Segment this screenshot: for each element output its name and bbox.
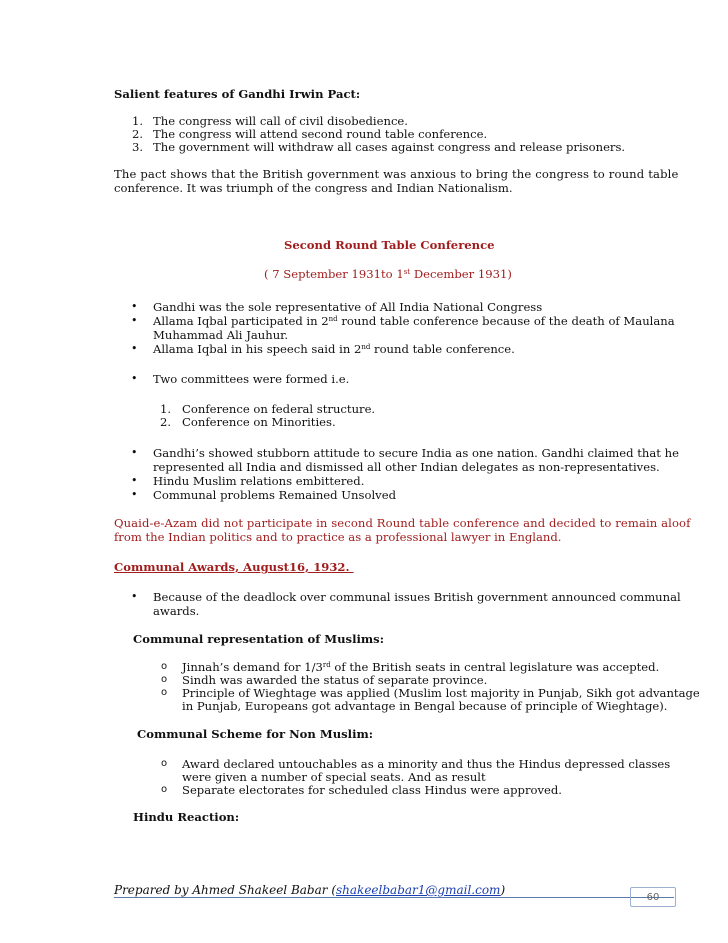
srtc-dates-end: December 1931): [410, 267, 512, 281]
srtc-dates-start: ( 7 September 1931to 1: [264, 267, 404, 281]
gandhi-irwin-heading: Salient features of Gandhi Irwin Pact:: [114, 87, 361, 101]
muslim-item-1-b: of the British seats in central legislature was accepted.: [330, 660, 660, 674]
srtc-bullet-5: Gandhi’s showed stubborn attitude to secure India as one nation. Gandhi claimed that he: [153, 446, 679, 460]
bullet-icon: •: [131, 488, 138, 501]
quaid-paragraph-line1: Quaid-e-Azam did not participate in second Round table conference and decided to remain aloof: [114, 516, 691, 530]
bullet-icon: •: [131, 590, 138, 603]
page-number-box: [630, 887, 676, 907]
footer-credit: [114, 883, 505, 897]
circle-bullet-icon: o: [161, 674, 168, 685]
nonmuslim-item-2: Separate electorates for scheduled class Hindus were approved.: [182, 783, 562, 797]
communal-bullet-1-cont: awards.: [153, 604, 200, 618]
committee-num: 1.: [160, 402, 172, 416]
srtc-bullet-2-b: round table conference because of the death of Maulana: [337, 314, 675, 328]
bullet-icon: •: [131, 474, 138, 487]
footer-suffix: ): [500, 883, 506, 897]
srtc-bullet-2-cont: Muhammad Ali Jauhur.: [153, 328, 289, 342]
pact-item-num: 1.: [132, 114, 144, 128]
circle-bullet-icon: o: [161, 661, 168, 672]
communal-awards-heading: Communal Awards, August16, 1932.: [114, 560, 354, 574]
srtc-title: Second Round Table Conference: [284, 238, 495, 252]
muslim-item-3: Principle of Wieghtage was applied (Muslim lost majority in Punjab, Sikh got advantage: [182, 686, 700, 700]
srtc-dates: [264, 267, 512, 281]
footer-email-link[interactable]: shakeelbabar1@gmail.com: [336, 883, 501, 897]
pact-item-num: 2.: [132, 127, 144, 141]
srtc-dates-sup: st: [403, 268, 411, 276]
circle-bullet-icon: o: [161, 784, 168, 795]
muslim-item-1-a: Jinnah’s demand for 1/3: [182, 660, 323, 674]
bullet-icon: •: [131, 300, 138, 313]
pact-item: The congress will call of civil disobedience.: [153, 114, 408, 128]
footer-rule: [114, 897, 674, 898]
srtc-bullet-3-a: Allama Iqbal in his speech said in 2: [153, 342, 362, 356]
srtc-bullet-3: [153, 342, 515, 356]
circle-bullet-icon: o: [161, 758, 168, 769]
bullet-icon: •: [131, 446, 138, 459]
muslim-item-3-cont: in Punjab, Europeans got advantage in Bengal because of principle of Wieghtage).: [182, 699, 668, 713]
srtc-bullet-2-sup: nd: [328, 315, 338, 323]
committee-item: Conference on Minorities.: [182, 415, 336, 429]
pact-paragraph-line2: conference. It was triumph of the congress and Indian Nationalism.: [114, 181, 513, 195]
pact-paragraph-line1: The pact shows that the British government was anxious to bring the congress to round table: [114, 167, 679, 181]
hindu-reaction-heading: Hindu Reaction:: [133, 810, 240, 824]
muslim-item-1: [182, 660, 659, 674]
srtc-bullet-1: Gandhi was the sole representative of All India National Congress: [153, 300, 543, 314]
bullet-icon: •: [131, 342, 138, 355]
communal-bullet-1: Because of the deadlock over communal issues British government announced communal: [153, 590, 681, 604]
circle-bullet-icon: o: [161, 687, 168, 698]
nonmuslim-item-1: Award declared untouchables as a minority and thus the Hindus depressed classes: [182, 757, 671, 771]
muslims-heading: Communal representation of Muslims:: [133, 632, 384, 646]
bullet-icon: •: [131, 314, 138, 327]
pact-item: The congress will attend second round table conference.: [153, 127, 488, 141]
bullet-icon: •: [131, 372, 138, 385]
muslim-item-2: Sindh was awarded the status of separate province.: [182, 673, 488, 687]
srtc-bullet-2-a: Allama Iqbal participated in 2: [153, 314, 329, 328]
footer-prefix: Prepared by Ahmed Shakeel Babar (: [114, 883, 336, 897]
page-number: 60: [646, 892, 660, 903]
committee-item: Conference on federal structure.: [182, 402, 376, 416]
srtc-bullet-3-b: round table conference.: [370, 342, 515, 356]
committee-num: 2.: [160, 415, 172, 429]
srtc-bullet-7: Communal problems Remained Unsolved: [153, 488, 396, 502]
srtc-bullet-4: Two committees were formed i.e.: [153, 372, 350, 386]
nonmuslim-heading: Communal Scheme for Non Muslim:: [137, 727, 374, 741]
quaid-paragraph-line2: from the Indian politics and to practice as a professional lawyer in England.: [114, 530, 562, 544]
pact-item: The government will withdraw all cases against congress and release prisoners.: [153, 140, 626, 154]
srtc-bullet-5-cont: represented all India and dismissed all other Indian delegates as non-representatives.: [153, 460, 660, 474]
srtc-bullet-3-sup: nd: [361, 343, 371, 351]
srtc-bullet-6: Hindu Muslim relations embittered.: [153, 474, 365, 488]
pact-item-num: 3.: [132, 140, 144, 154]
nonmuslim-item-1-cont: were given a number of special seats. And as result: [182, 770, 486, 784]
srtc-bullet-2: [153, 314, 675, 328]
muslim-item-1-sup: rd: [322, 661, 331, 669]
